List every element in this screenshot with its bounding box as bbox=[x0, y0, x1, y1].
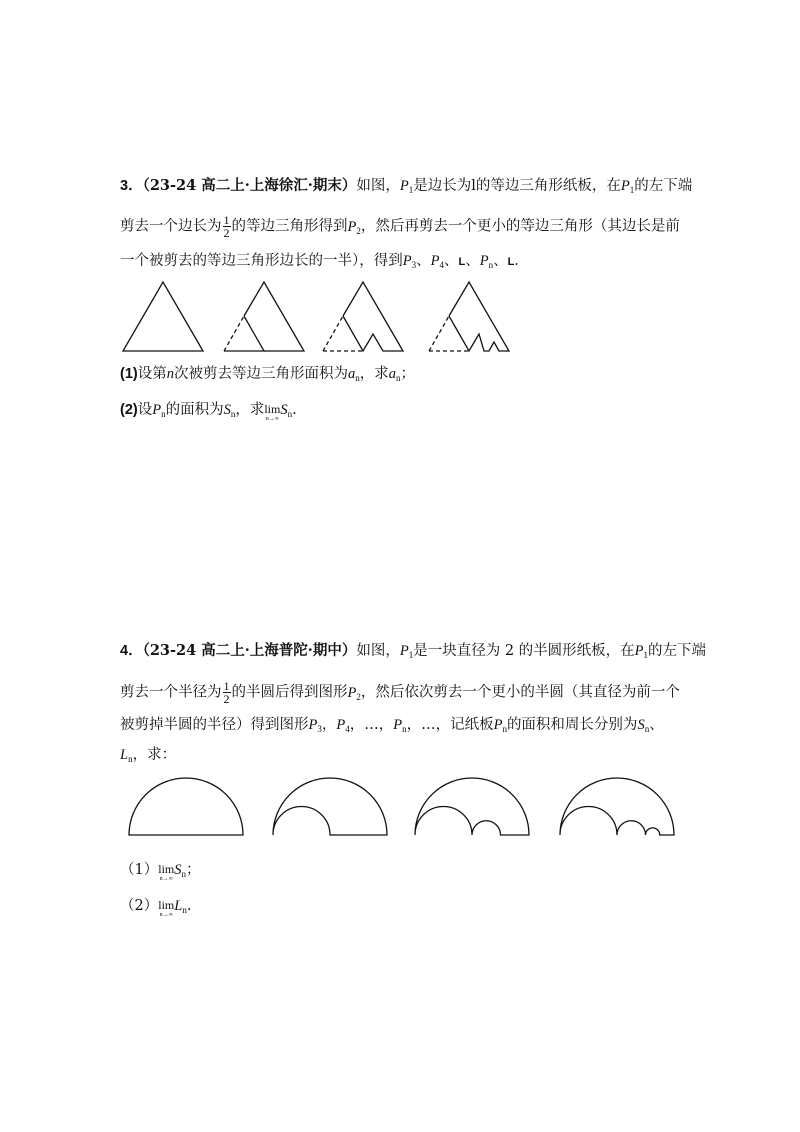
ellipsis-symbol: L bbox=[458, 256, 466, 268]
math-an: $a_n$ bbox=[388, 366, 401, 383]
limit-symbol: lim n→∞ bbox=[264, 402, 281, 422]
text: 的左下端 bbox=[634, 178, 693, 194]
math-p4: $P_4$ bbox=[336, 717, 350, 734]
limit-symbol: lim n→∞ bbox=[158, 898, 175, 918]
math-p1: $P_1$ bbox=[399, 643, 414, 660]
problem-3-number: 3． bbox=[120, 178, 143, 194]
math-ln: $L_n$ bbox=[174, 898, 187, 915]
question-label: （2） bbox=[120, 898, 159, 914]
fraction-one-half: $\frac{1}{2}$ bbox=[223, 213, 230, 240]
problem-4-line-2: 剪去一个半径为 $\frac{1}{2}$ 的半圆后得到图形$P_2$，然后依次剪去一个更小的半圆（其直径为前一个 bbox=[120, 679, 680, 706]
text: 如图， bbox=[356, 178, 400, 194]
math-sn: $S_n$ bbox=[280, 402, 293, 419]
problem-4-number: 4． bbox=[120, 643, 143, 659]
problem-3-question-2: (2)设$P_n$的面积为$S_n$，求 lim n→∞ $S_n$. bbox=[120, 402, 297, 422]
problem-4-line-3: 被剪掉半圆的半径）得到图形$P_3$，$P_4$，…，$P_n$，…，记纸板$P_n$的面积和周长分别为$S_n$、 bbox=[120, 717, 664, 734]
math-p1: $P_1$ bbox=[634, 643, 649, 660]
math-pn: $P_n$ bbox=[152, 402, 166, 419]
semicircle-p1 bbox=[129, 778, 243, 835]
problem-4-line-4: $L_n$，求： bbox=[120, 747, 177, 764]
question-label: (2) bbox=[120, 402, 138, 418]
problem-3-line-3: 一个被剪去的等边三角形边长的一半），得到$P_3$、$P_4$、L、$P_n$、L． bbox=[120, 253, 529, 270]
math-p2: $P_2$ bbox=[347, 684, 361, 702]
math-an: $a_n$ bbox=[347, 366, 360, 383]
text: 是边长为l的等边三角形纸板，在 bbox=[413, 178, 621, 194]
text: 的等边三角形得到 bbox=[231, 218, 348, 235]
problem-3-source: （23-24 高二上·上海徐汇·期末） bbox=[142, 177, 357, 194]
question-label: (1) bbox=[120, 366, 138, 382]
math-pn: $P_n$ bbox=[479, 253, 494, 270]
text: 一个被剪去的等边三角形边长的一半），得到 bbox=[120, 253, 403, 269]
math-p3: $P_3$ bbox=[402, 253, 417, 270]
math-n: n bbox=[166, 366, 174, 382]
math-pn: $P_n$ bbox=[393, 717, 407, 734]
math-pn: $P_n$ bbox=[493, 717, 507, 734]
math-p3: $P_3$ bbox=[308, 717, 322, 734]
math-ln: $L_n$ bbox=[120, 747, 133, 764]
ellipsis-symbol: L bbox=[507, 256, 515, 268]
semicircle-p4 bbox=[560, 778, 674, 835]
limit-symbol: lim n→∞ bbox=[158, 862, 175, 882]
math-sn: $S_n$ bbox=[174, 862, 186, 879]
math-p4: $P_4$ bbox=[430, 253, 444, 270]
problem-4-question-1: （1） lim n→∞ $S_n$； bbox=[120, 862, 201, 882]
math-p1: $P_1$ bbox=[399, 178, 414, 195]
text: ，然后再剪去一个更小的等边三角形（其边长是前 bbox=[360, 218, 680, 235]
math-p1: $P_1$ bbox=[620, 178, 635, 195]
fraction-one-half: $\frac{1}{2}$ bbox=[223, 679, 230, 706]
problem-4-question-2: （2） lim n→∞ $L_n$. bbox=[120, 898, 192, 918]
math-sn: $S_n$ bbox=[223, 402, 236, 419]
problem-4-source: （23-24 高二上·上海普陀·期中） bbox=[142, 642, 357, 659]
semicircle-p2 bbox=[273, 778, 387, 835]
text: 剪去一个边长为 bbox=[120, 218, 222, 235]
problem-3-question-1: (1)设第n次被剪去等边三角形面积为$a_n$，求$a_n$； bbox=[120, 366, 415, 383]
math-p2: $P_2$ bbox=[347, 218, 361, 236]
problem-4-line-1: 4．（23-24 高二上·上海普陀·期中）如图，$P_1$是一块直径为 2 的半圆形纸板，在$P_1$的左下端 bbox=[120, 642, 707, 660]
math-sn: $S_n$ bbox=[637, 717, 650, 734]
semicircle-p3 bbox=[415, 778, 529, 835]
question-label: （1） bbox=[120, 862, 159, 878]
